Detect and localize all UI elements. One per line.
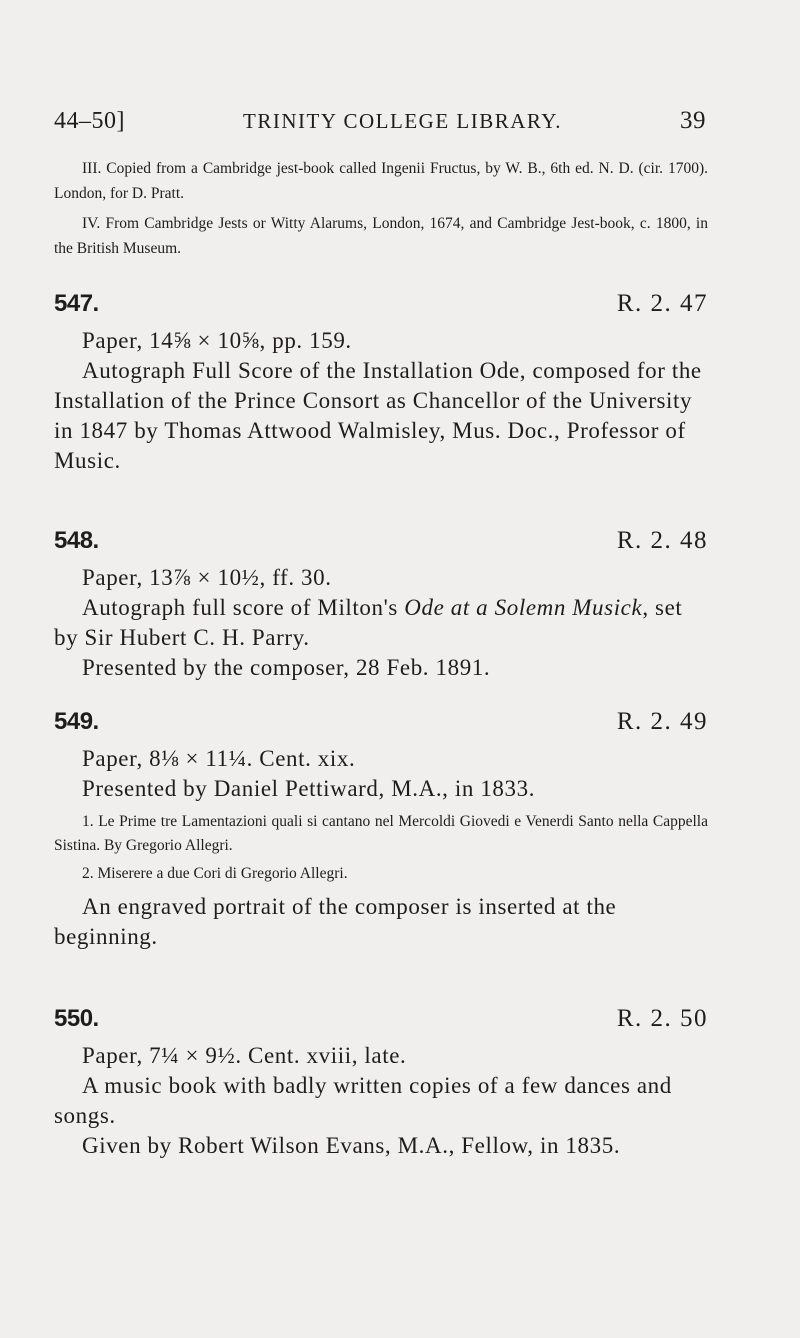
entry-549 (54, 708, 708, 952)
note-iii: III. Copied from a Cambridge jest-book called Ingenii Fructus, by W. B., 6th ed. N. D. (cir. 1700). London, for D. Pratt. (54, 160, 708, 202)
description: A music book with badly written copies of a few dances and songs. (54, 1073, 672, 1128)
description-pre: Autograph full score of Milton's (82, 595, 405, 620)
entry-number: 548. (54, 527, 99, 554)
contents-list (54, 810, 708, 886)
shelfmark: R. 2. 47 (616, 290, 708, 317)
entry-548 (54, 527, 708, 683)
paper-line: Paper, 14⅝ × 10⅝, pp. 159. (82, 328, 352, 353)
shelfmark: R. 2. 48 (616, 527, 708, 554)
entry-550 (54, 1005, 708, 1161)
note-iv: IV. From Cambridge Jests or Witty Alarums, London, 1674, and Cambridge Jest-book, c. 1800, in the British Museum. (54, 215, 708, 257)
page-range: 44–50] (54, 108, 125, 134)
shelfmark: R. 2. 50 (616, 1005, 708, 1032)
paper-line: Paper, 13⅞ × 10½, ff. 30. (82, 565, 332, 590)
entry-number: 547. (54, 290, 99, 317)
list-item: 2. Miserere a due Cori di Gregorio Allegri. (82, 865, 348, 882)
entry-number: 549. (54, 708, 99, 735)
note: An engraved portrait of the composer is inserted at the beginning. (54, 894, 617, 949)
list-item: 1. Le Prime tre Lamentazioni quali si cantano nel Mercoldi Giovedi e Venerdi Santo nella Cappella Sistina. By Gregorio Allegri. (54, 813, 708, 854)
page-number: 39 (680, 107, 706, 134)
description-post: , set by Sir Hubert C. H. Parry. (54, 595, 683, 650)
running-head (54, 107, 708, 135)
preceding-notes (54, 157, 708, 267)
description: Autograph Full Score of the Installation Ode, composed for the Installation of the Prince Consort as Chancellor of the University in 1847 by Thomas Attwood Walmisley, Mus. Doc., Professor of Music. (54, 358, 702, 473)
paper-line: Paper, 8⅛ × 11¼. Cent. xix. (82, 746, 356, 771)
provenance: Presented by Daniel Pettiward, M.A., in 1833. (82, 776, 536, 801)
provenance: Given by Robert Wilson Evans, M.A., Fellow, in 1835. (82, 1133, 621, 1158)
entry-number: 550. (54, 1005, 99, 1032)
provenance: Presented by the composer, 28 Feb. 1891. (82, 655, 491, 680)
shelfmark: R. 2. 49 (616, 708, 708, 735)
work-title: Ode at a Solemn Musick (404, 595, 643, 620)
description (54, 593, 708, 653)
running-title: TRINITY COLLEGE LIBRARY. (243, 109, 562, 133)
paper-line: Paper, 7¼ × 9½. Cent. xviii, late. (82, 1043, 407, 1068)
entry-547 (54, 290, 708, 476)
